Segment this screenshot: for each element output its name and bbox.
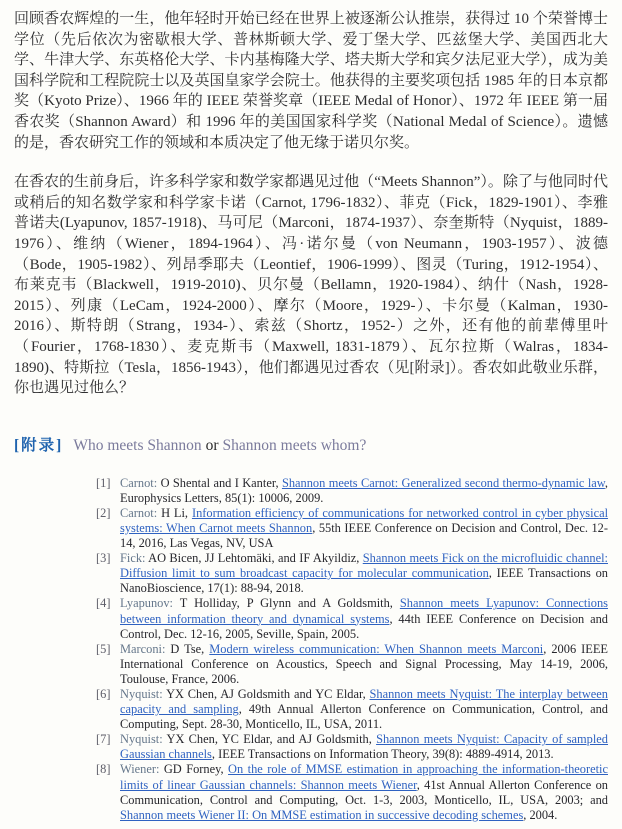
reference-text: , IEEE Transactions on Information Theory, 39(8): 4889-4914, 2013. [211,747,554,762]
appendix-header [14,433,608,455]
paragraph-meets-shannon: 在香农的生前身后，许多科学家和数学家都遇见过他（“Meets Shannon”）。除了与他同时代或稍后的知名数学家和科学家卡诺（Carnot, 1796-1832）、菲克（Fick，1829-1901）、李雅普诺夫(Lyapunov, 1857-1918)、马可尼（Marconi，1874-1937）、奈奎斯特（Nyquist，1889-1976）、维纳（Wiener，1894-1964）、冯·诺尔曼（von Neumann，1903-1957）、波德（Bode，1905-1982）、列昂季耶夫（Leontief，1906-1999）、图灵（Turing，1912-1954）、布莱克韦（Blackwell，1919-2010)、贝尔曼（Bellamn，1920-1984）、纳什（Nash，1928-2015）、列康（LeCam，1924-2000）、摩尔（Moore，1929-）、卡尔曼（Kalman，1930-2016）、斯特朗（Strang，1934-）、索兹（Shortz，1952-）之外，还有他的前辈傅里叶（Fourier，1768-1830）、麦克斯韦（Maxwell, 1831-1879）、瓦尔拉斯（Walras，1834-1890)、特斯拉（Tesla，1856-1943），他们都遇见过香农（见[附录]）。香农如此敬业乐群，你也遇见过他么？ [14,174,608,397]
reference-text: AO Bicen, JJ Lehtomäki, and IF Akyildiz, [148,551,363,566]
reference-number: [8] [96,762,111,777]
reference-text: GD Forney, [163,762,229,777]
reference-link[interactable]: Shannon meets Nyquist: Capacity of sampled Gaussian channels [120,732,609,762]
reference-lead-name: Fick: [120,551,149,566]
reference-link[interactable]: Modern wireless communication: When Shannon meets Marconi [209,641,544,656]
reference-text: T Holliday, P Glynn and A Goldsmith, [179,596,400,611]
reference-lead-name: Nyquist: [120,732,167,747]
reference-link[interactable]: Shannon meets Fick on the microfluidic channel: Diffusion limit to sum broadcast capacity for molecular communication [120,551,608,581]
reference-text: , 49th Annual Allerton Conference on Communication, Control, and Computing, Sept. 28-30, Monticello, IL, USA, 2011. [120,702,608,732]
reference-number: [6] [96,687,111,701]
appendix-title-part1: Who meets Shannon [73,436,202,454]
reference-text: , IEEE Transactions on NanoBioscience, 17(1): 88-94, 2018. [120,566,608,596]
reference-lead-name: Nyquist: [120,687,167,701]
reference-text: , 44th IEEE Conference on Decision and Control, Dec. 12-16, 2005, Seville, Spain, 2005. [120,611,608,641]
reference-item [96,551,608,596]
reference-item [96,762,608,822]
reference-number: [5] [96,641,111,656]
reference-lead-name: Lyapunov: [120,596,180,611]
reference-text: , Europhysics Letters, 85(1): 10006, 2009. [120,475,609,505]
reference-link[interactable]: Shannon meets Carnot: Generalized second thermo-dynamic law [281,475,605,490]
reference-lead-name: Marconi: [120,641,171,656]
reference-list [14,476,608,823]
reference-text: YX Chen, AJ Goldsmith and YC Eldar, [166,687,370,701]
reference-text: , 2006 IEEE International Conference on Acoustics, Speech and Signal Processing, May 14-19, 2006, Toulouse, France, 2006. [120,641,608,686]
reference-link[interactable]: On the role of MMSE estimation in approaching the information-theoretic limits of linear Gaussian channels: Shannon meets Wiener [120,762,608,792]
reference-number: [2] [96,505,111,520]
reference-text: O Shental and I Kanter, [160,475,282,490]
reference-lead-name: Carnot: [120,475,161,490]
reference-link[interactable]: Shannon meets Lyapunov: Connections between information theory and dynamical systems [120,596,608,626]
reference-item [96,506,608,551]
reference-lead-name: Wiener: [120,762,164,777]
appendix-title-part2: Shannon meets whom? [222,436,367,454]
reference-text: , 2004. [523,807,558,822]
reference-number: [4] [96,596,111,611]
reference-text: , 41st Annual Allerton Conference on Communication, Control and Computing, Oct. 1-3, 2003, Monticello, IL, USA, 2003; and [120,777,608,807]
paragraph-shannon-awards: 回顾香农辉煌的一生，他年轻时开始已经在世界上被逐渐公认推崇，获得过 10 个荣誉博士学位（先后依次为密歇根大学、普林斯顿大学、爱丁堡大学、匹兹堡大学、美国西北大学、牛津大学、东英格伦大学、卡内基梅隆大学、塔夫斯大学和宾夕法尼亚大学），成为美国科学院和工程院院士以及英国皇家学会院士。他获得的主要奖项包括 1985 年的日本京都奖（Kyoto Prize）、1966 年的 IEEE 荣誉奖章（IEEE Medal of Honor）、1972 年 IEEE 第一届香农奖（Shannon Award）和 1996 年的美国国家科学奖（National Medal of Science）。遗憾的是，香农研究工作的领域和本质决定了他无缘于诺贝尔奖。 [14,11,608,151]
appendix-title-or: or [205,436,219,454]
reference-text: D Tse, [170,641,210,656]
reference-item [96,687,608,732]
reference-link[interactable]: Information efficiency of communications for networked control in cyber physical systems: When Carnot meets Shannon [120,505,609,535]
reference-item [96,596,608,641]
reference-number: [1] [96,475,111,490]
appendix-tag: [附录] [14,436,64,454]
reference-number: [7] [96,732,111,747]
reference-lead-name: Carnot: [120,505,162,520]
reference-text: YX Chen, YC Eldar, and AJ Goldsmith, [166,732,377,747]
reference-text: , 55th IEEE Conference on Decision and Control, Dec. 12-14, 2016, Las Vegas, NV, USA [120,520,608,551]
reference-link[interactable]: Shannon meets Nyquist: The interplay between capacity and sampling [120,687,608,717]
reference-text: H Li, [161,505,192,520]
reference-item [96,732,608,762]
reference-link[interactable]: Shannon meets Wiener II: On MMSE estimation in successive decoding schemes [120,807,524,822]
reference-item [96,642,608,687]
reference-number: [3] [96,551,111,566]
reference-item [96,476,608,506]
